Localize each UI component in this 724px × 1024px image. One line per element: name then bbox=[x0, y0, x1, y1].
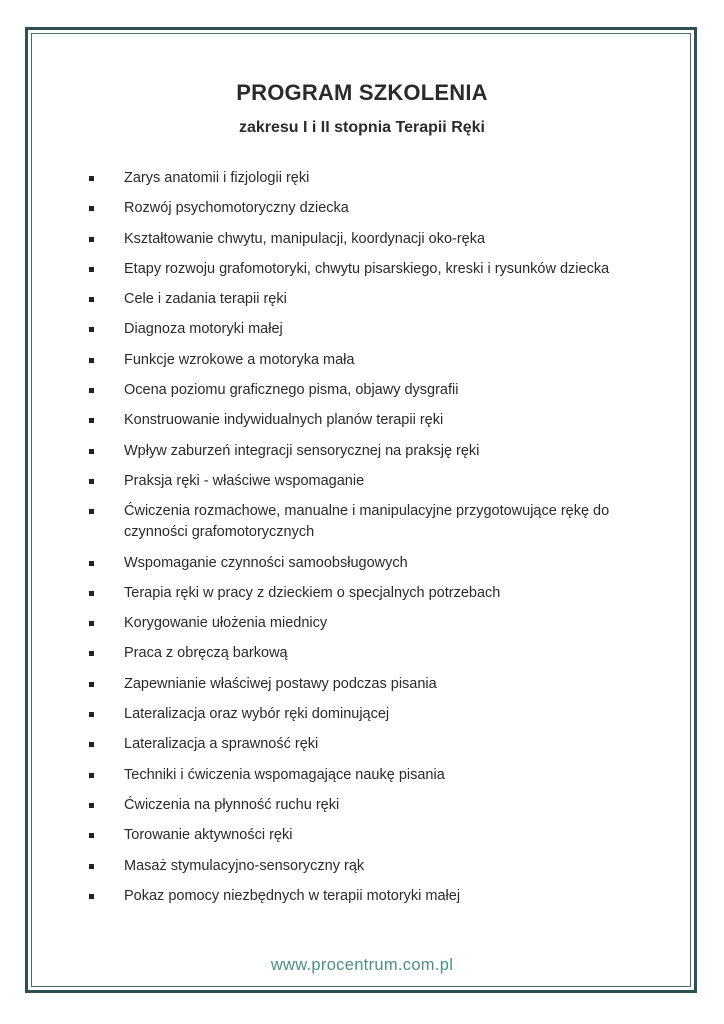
bullet-icon bbox=[89, 388, 94, 393]
bullet-icon bbox=[89, 509, 94, 514]
bullet-icon bbox=[89, 418, 94, 423]
bullet-icon bbox=[89, 682, 94, 687]
topic-text: Etapy rozwoju grafomotoryki, chwytu pisarskiego, kreski i rysunków dziecka bbox=[124, 260, 610, 277]
bullet-icon bbox=[89, 864, 94, 869]
topic-item bbox=[88, 886, 648, 907]
bullet-icon bbox=[89, 358, 94, 363]
topic-item bbox=[88, 319, 648, 340]
topic-item bbox=[88, 643, 648, 664]
topic-item bbox=[88, 229, 648, 250]
topic-text: Praksja ręki - właściwe wspomaganie bbox=[124, 472, 365, 489]
bullet-icon bbox=[89, 742, 94, 747]
topic-item bbox=[88, 765, 648, 786]
topic-item bbox=[88, 501, 648, 543]
topic-text: Techniki i ćwiczenia wspomagające naukę pisania bbox=[124, 766, 445, 783]
topic-text: Korygowanie ułożenia miednicy bbox=[124, 615, 328, 632]
bullet-icon bbox=[89, 327, 94, 332]
topic-item bbox=[88, 168, 648, 189]
topic-text: Ocena poziomu graficznego pisma, objawy dysgrafii bbox=[124, 382, 459, 399]
topic-text: Ćwiczenia rozmachowe, manualne i manipulacyjne przygotowujące rękę do czynności grafomotorycznych bbox=[124, 503, 610, 541]
bullet-icon bbox=[89, 206, 94, 211]
topic-text: Wpływ zaburzeń integracji sensorycznej na praksję ręki bbox=[124, 442, 480, 459]
bullet-icon bbox=[89, 773, 94, 778]
topic-item bbox=[88, 259, 648, 280]
topic-text: Diagnoza motoryki małej bbox=[124, 321, 283, 338]
topic-text: Pokaz pomocy niezbędnych w terapii motoryki małej bbox=[124, 887, 461, 904]
topic-item bbox=[88, 198, 648, 219]
topic-item bbox=[88, 674, 648, 695]
bullet-icon bbox=[89, 591, 94, 596]
topic-item bbox=[88, 825, 648, 846]
topic-text: Terapia ręki w pracy z dzieckiem o specjalnych potrzebach bbox=[124, 584, 501, 601]
topic-item bbox=[88, 704, 648, 725]
topic-item bbox=[88, 553, 648, 574]
bullet-icon bbox=[89, 712, 94, 717]
bullet-icon bbox=[89, 267, 94, 272]
topic-text: Torowanie aktywności ręki bbox=[124, 827, 293, 844]
topic-item bbox=[88, 583, 648, 604]
topic-item bbox=[88, 441, 648, 462]
bullet-icon bbox=[89, 561, 94, 566]
topic-text: Wspomaganie czynności samoobsługowych bbox=[124, 554, 408, 571]
topic-text: Konstruowanie indywidualnych planów terapii ręki bbox=[124, 412, 444, 429]
bullet-icon bbox=[89, 176, 94, 181]
topic-text: Masaż stymulacyjno-sensoryczny rąk bbox=[124, 857, 365, 874]
topic-text: Kształtowanie chwytu, manipulacji, koordynacji oko-ręka bbox=[124, 230, 486, 247]
topic-item bbox=[88, 613, 648, 634]
bullet-icon bbox=[89, 297, 94, 302]
topic-text: Rozwój psychomotoryczny dziecka bbox=[124, 200, 349, 217]
bullet-icon bbox=[89, 894, 94, 899]
topic-item bbox=[88, 471, 648, 492]
bullet-icon bbox=[89, 237, 94, 242]
topic-text: Praca z obręczą barkową bbox=[124, 645, 288, 662]
topic-item bbox=[88, 380, 648, 401]
footer-website-link[interactable]: www.procentrum.com.pl bbox=[270, 956, 454, 974]
topic-text: Zapewnianie właściwej postawy podczas pisania bbox=[124, 675, 437, 692]
topic-item bbox=[88, 410, 648, 431]
bullet-icon bbox=[89, 833, 94, 838]
topic-item bbox=[88, 289, 648, 310]
topic-text: Lateralizacja a sprawność ręki bbox=[124, 736, 319, 753]
document-title: PROGRAM SZKOLENIA bbox=[236, 80, 488, 105]
topic-item bbox=[88, 350, 648, 371]
topic-text: Funkcje wzrokowe a motoryka mała bbox=[124, 351, 355, 368]
bullet-icon bbox=[89, 479, 94, 484]
document-subtitle: zakresu I i II stopnia Terapii Ręki bbox=[238, 119, 485, 136]
topic-item bbox=[88, 795, 648, 816]
bullet-icon bbox=[89, 449, 94, 454]
bullet-icon bbox=[89, 621, 94, 626]
topic-text: Lateralizacja oraz wybór ręki dominującej bbox=[124, 706, 390, 723]
topic-item bbox=[88, 856, 648, 877]
topic-text: Zarys anatomii i fizjologii ręki bbox=[124, 170, 310, 186]
topic-list bbox=[88, 168, 648, 916]
bullet-icon bbox=[89, 803, 94, 808]
topic-text: Cele i zadania terapii ręki bbox=[124, 291, 287, 308]
bullet-icon bbox=[89, 651, 94, 656]
topic-text: Ćwiczenia na płynność ruchu ręki bbox=[124, 796, 340, 813]
topic-item bbox=[88, 734, 648, 755]
